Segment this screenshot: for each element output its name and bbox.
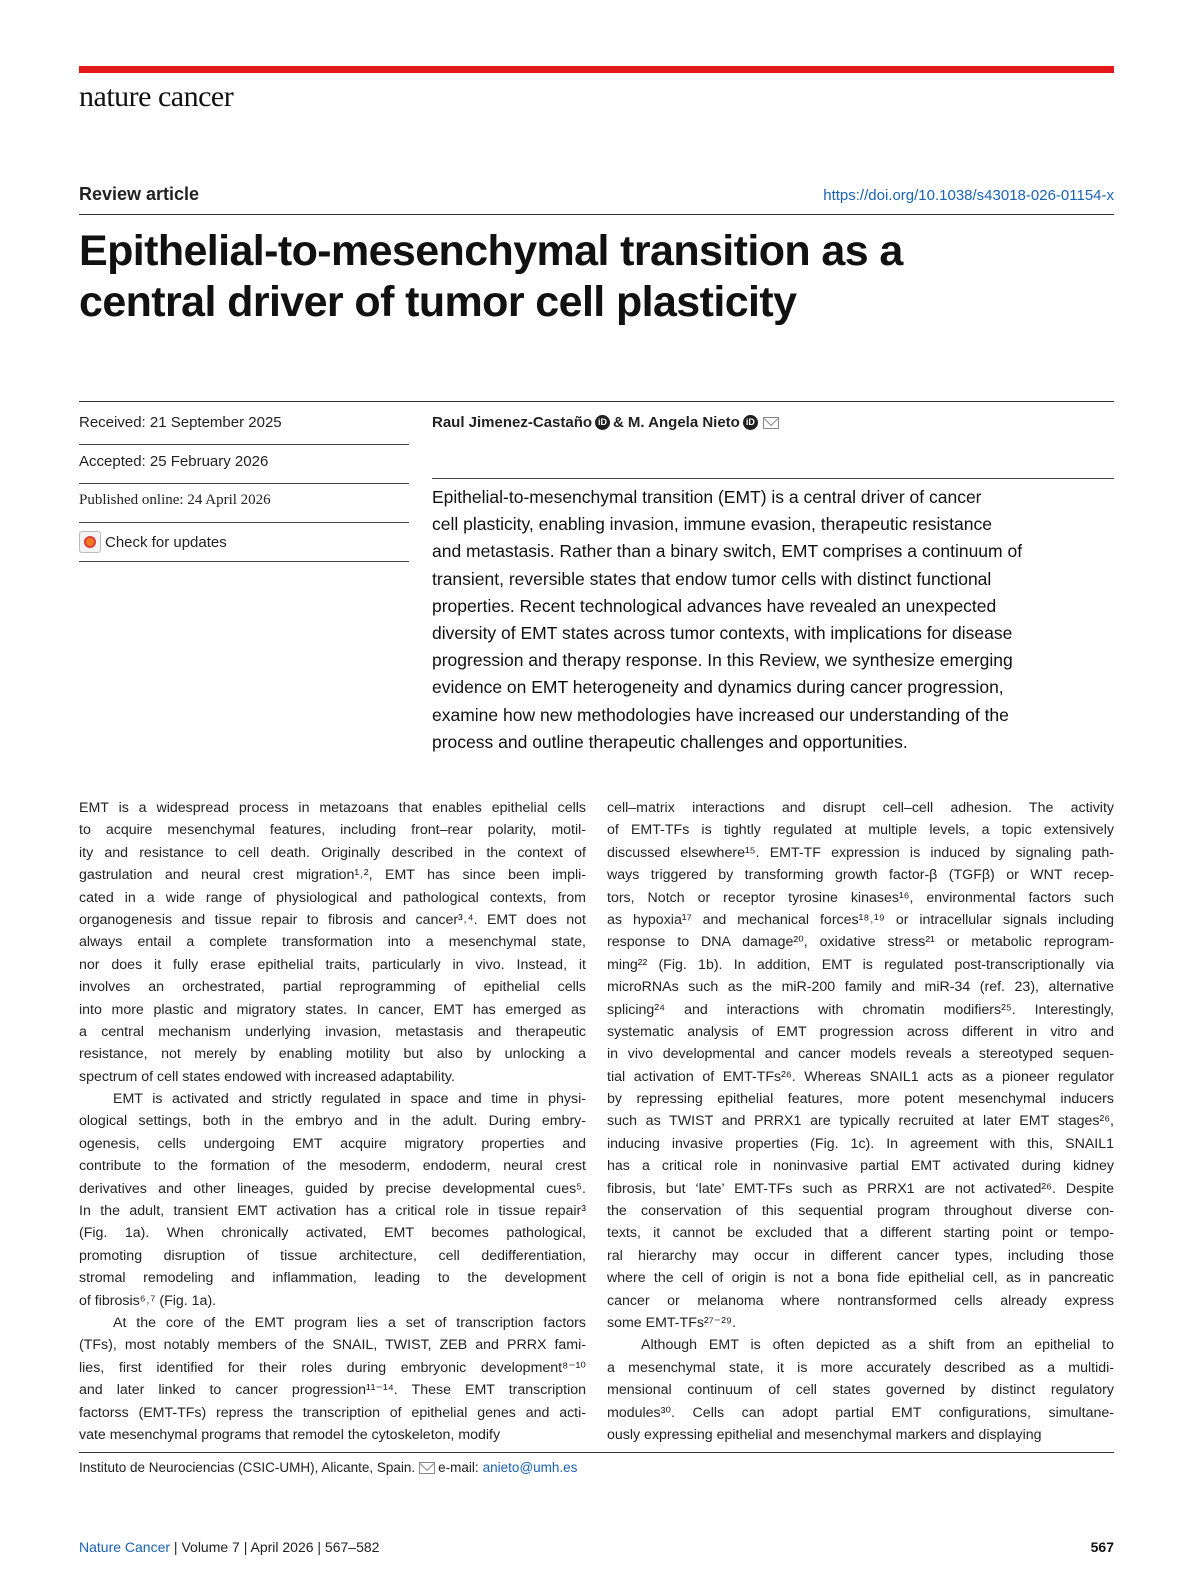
body-text-line: some EMT-TFs²⁷⁻²⁹.	[607, 1314, 737, 1331]
body-text-line: response to DNA damage²⁰, oxidative stress²¹ or metabolic reprogram-	[607, 934, 1114, 951]
body-text-line: discussed elsewhere¹⁵. EMT-TF expression is induced by signaling path-	[607, 844, 1114, 861]
check-updates-icon	[79, 531, 101, 553]
affiliation-text: Instituto de Neurociencias (CSIC-UMH), Alicante, Spain.	[79, 1460, 416, 1475]
body-text-line: splicing²⁴ and interactions with chromatin modifiers²⁵. Interestingly,	[607, 1001, 1114, 1018]
abstract-line: cell plasticity, enabling invasion, immune evasion, therapeutic resistance	[432, 514, 992, 535]
author-name[interactable]: M. Angela Nieto	[627, 414, 740, 431]
abstract-line: progression and therapy response. In this Review, we synthesize emerging	[432, 650, 1013, 671]
body-text-line: involves an orchestrated, partial reprogramming of epithelial cells	[79, 979, 586, 996]
body-text-line: EMT is a widespread process in metazoans that enables epithelial cells	[79, 800, 586, 816]
author-name[interactable]: Raul Jimenez-Castaño	[432, 414, 593, 431]
body-text-line: contribute to the formation of the mesoderm, endoderm, neural crest	[79, 1158, 586, 1175]
abstract-line: examine how new methodologies have increased our understanding of the	[432, 704, 1009, 725]
body-text-line: the conservation of this sequential program throughout diverse con-	[607, 1203, 1114, 1220]
body-text-line: ming²² (Fig. 1b). In addition, EMT is regulated post-transcriptionally via	[607, 956, 1114, 973]
check-updates-label: Check for updates	[105, 533, 227, 551]
abstract-line: and metastasis. Rather than a binary switch, EMT comprises a continuum of	[432, 541, 1023, 562]
abstract	[432, 484, 1114, 756]
accepted-date: Accepted: 25 February 2026	[79, 453, 269, 470]
body-text-line: such as TWIST and PRRX1 are typically recruited at later EMT stages²⁶,	[607, 1113, 1114, 1130]
abstract-line: process and outline therapeutic challenges and opportunities.	[432, 731, 908, 752]
footnote-divider	[79, 1452, 1114, 1453]
body-text-line: ral hierarchy may occur in different cancer types, including those	[607, 1247, 1114, 1264]
affiliation-footnote	[79, 1460, 577, 1475]
abstract-line: diversity of EMT states across tumor contexts, with implications for disease	[432, 622, 1013, 643]
journal-name: nature cancer	[79, 80, 234, 113]
email-link[interactable]: anieto@umh.es	[482, 1460, 578, 1475]
body-text-line: cell–matrix interactions and disrupt cell–cell adhesion. The activity	[607, 800, 1114, 816]
body-text-line: ological settings, both in the embryo and in the adult. During embry-	[79, 1113, 586, 1130]
doi-link[interactable]: https://doi.org/10.1038/s43018-026-01154-x	[823, 187, 1114, 204]
meta-separator	[79, 561, 409, 562]
body-text-line: Although EMT is often depicted as a shift from an epithelial to	[641, 1337, 1114, 1354]
body-text-line: resistance, not merely by enabling motility but also by unlocking a	[79, 1046, 586, 1063]
citation-details: | Volume 7 | April 2026 | 567–582	[170, 1539, 380, 1555]
body-text-line: tors, Notch or receptor tyrosine kinases¹⁶, environmental factors such	[607, 889, 1114, 906]
body-column-left	[79, 797, 586, 1446]
envelope-icon[interactable]	[763, 417, 779, 429]
received-date: Received: 21 September 2025	[79, 414, 282, 431]
journal-header-bar	[79, 66, 1114, 73]
meta-separator	[79, 522, 409, 523]
body-text-line: organogenesis and tissue repair to fibrosis and cancer³˒⁴. EMT does not	[79, 911, 586, 928]
body-text-line: ously expressing epithelial and mesenchymal markers and displaying	[607, 1426, 1042, 1443]
body-text-line: has a critical role in noninvasive partial EMT activated during kidney	[607, 1158, 1114, 1175]
author-connector: &	[613, 414, 624, 431]
body-text-line: vate mesenchymal programs that remodel the cytoskeleton, modify	[79, 1426, 501, 1443]
orcid-icon[interactable]: iD	[595, 415, 610, 430]
body-text-line: cated in a wide range of physiological and pathological contexts, from	[79, 889, 586, 906]
orcid-icon[interactable]: iD	[743, 415, 758, 430]
body-text-line: (Fig. 1a). When chronically activated, EMT becomes pathological,	[79, 1225, 586, 1242]
body-text-line: and later linked to cancer progression¹¹⁻¹⁴. These EMT transcription	[79, 1382, 586, 1399]
body-text-line: factorss (EMT-TFs) repress the transcription of epithelial genes and acti-	[79, 1404, 586, 1421]
body-text-line: microRNAs such as the miR-200 family and miR-34 (ref. 23), alternative	[607, 979, 1114, 996]
body-text-line: of fibrosis⁶˒⁷ (Fig. 1a).	[79, 1292, 217, 1309]
abstract-line: Epithelial-to-mesenchymal transition (EMT) is a central driver of cancer	[432, 487, 982, 507]
body-text-line: always entail a complete transformation into a mesenchymal state,	[79, 934, 586, 951]
meta-separator	[79, 483, 409, 484]
body-text-line: a mesenchymal state, it is more accurately described as a multidi-	[607, 1359, 1114, 1376]
title-line: Epithelial-to-mesenchymal transition as a	[79, 227, 903, 275]
body-column-right	[607, 797, 1114, 1446]
body-text-line: a central mechanism underlying invasion, metastasis and therapeutic	[79, 1023, 586, 1040]
article-type-row	[79, 184, 1114, 208]
body-text-line: systematic analysis of EMT progression across different in vitro and	[607, 1023, 1114, 1040]
body-text-line: (TFs), most notably members of the SNAIL, TWIST, ZEB and PRRX fami-	[79, 1337, 586, 1354]
abstract-line: properties. Recent technological advances have revealed an unexpected	[432, 595, 997, 616]
body-text-line: mensional continuum of cell states governed by distinct regulatory	[607, 1382, 1114, 1399]
article-type: Review article	[79, 184, 200, 204]
body-text-line: stromal remodeling and inflammation, leading to the development	[79, 1270, 586, 1287]
body-text-line: spectrum of cell states endowed with increased adaptability.	[79, 1068, 455, 1085]
body-text-line: inducing invasive properties (Fig. 1c). In agreement with this, SNAIL1	[607, 1135, 1114, 1152]
body-text-line: lies, first identified for their roles during embryonic development⁸⁻¹⁰	[79, 1359, 586, 1376]
body-text-line: promoting disruption of tissue architecture, cell dedifferentiation,	[79, 1247, 586, 1264]
body-text-line: At the core of the EMT program lies a set of transcription factors	[113, 1314, 586, 1331]
body-text-line: EMT is activated and strictly regulated in space and time in physi-	[113, 1091, 586, 1108]
body-text-line: tial activation of EMT-TFs²⁶. Whereas SNAIL1 acts as a pioneer regulator	[607, 1068, 1114, 1085]
body-text-line: cancer or melanoma where nontransformed cells already express	[607, 1292, 1114, 1309]
body-text-line: in vivo developmental and cancer models reveals a stereotyped sequen-	[607, 1046, 1114, 1063]
body-text-line: by repressing epithelial features, more potent mesenchymal inducers	[607, 1091, 1114, 1108]
body-text-line: texts, it cannot be excluded that a different starting point or tempo-	[607, 1225, 1114, 1242]
body-text-line: ity and resistance to cell death. Originally described in the context of	[79, 844, 586, 861]
body-text-line: ogenesis, cells undergoing EMT acquire migratory properties and	[79, 1135, 586, 1152]
meta-separator	[79, 444, 409, 445]
abstract-line: transient, reversible states that endow tumor cells with distinct functional	[432, 568, 992, 589]
body-text-line: derivatives and other lineages, guided by precise developmental cues⁵.	[79, 1180, 586, 1197]
meta-divider	[79, 401, 1114, 402]
envelope-icon	[419, 1462, 435, 1474]
body-text-line: into more plastic and migratory states. In cancer, EMT has emerged as	[79, 1001, 586, 1018]
check-for-updates-button[interactable]	[79, 531, 227, 553]
body-text-line: In the adult, transient EMT activation has a critical role in tissue repair³	[79, 1203, 586, 1220]
body-text-line: where the cell of origin is not a bona fide epithelial cell, as in pancreatic	[607, 1270, 1114, 1287]
type-divider	[79, 214, 1114, 215]
page-number: 567	[1090, 1539, 1114, 1555]
citation-journal[interactable]: Nature Cancer	[79, 1539, 171, 1555]
abstract-divider	[432, 478, 1114, 479]
journal-citation	[79, 1539, 379, 1555]
body-text-line: to acquire mesenchymal features, including front–rear polarity, motil-	[79, 822, 586, 839]
email-label: e-mail:	[438, 1460, 479, 1475]
body-text-line: as hypoxia¹⁷ and mechanical forces¹⁸˒¹⁹ or intracellular signals including	[607, 911, 1114, 928]
title-line: central driver of tumor cell plasticity	[79, 278, 797, 326]
body-text-line: gastrulation and neural crest migration¹˒², EMT has since been impli-	[79, 867, 586, 884]
body-text-line: ways triggered by transforming growth factor-β (TGFβ) or WNT recep-	[607, 867, 1114, 884]
body-text-line: fibrosis, but ‘late’ EMT-TFs such as PRRX1 are not activated²⁶. Despite	[607, 1180, 1114, 1197]
article-title	[79, 226, 1114, 328]
author-list	[432, 414, 779, 431]
published-date: Published online: 24 April 2026	[79, 492, 271, 508]
body-text-line: nor does it fully erase epithelial traits, particularly in vivo. Instead, it	[79, 956, 586, 973]
body-text-line: modules³⁰. Cells can adopt partial EMT configurations, simultane-	[607, 1404, 1114, 1421]
abstract-line: evidence on EMT heterogeneity and dynamics during cancer progression,	[432, 677, 1004, 698]
body-text-line: of EMT-TFs is tightly regulated at multiple levels, a topic extensively	[607, 822, 1114, 839]
